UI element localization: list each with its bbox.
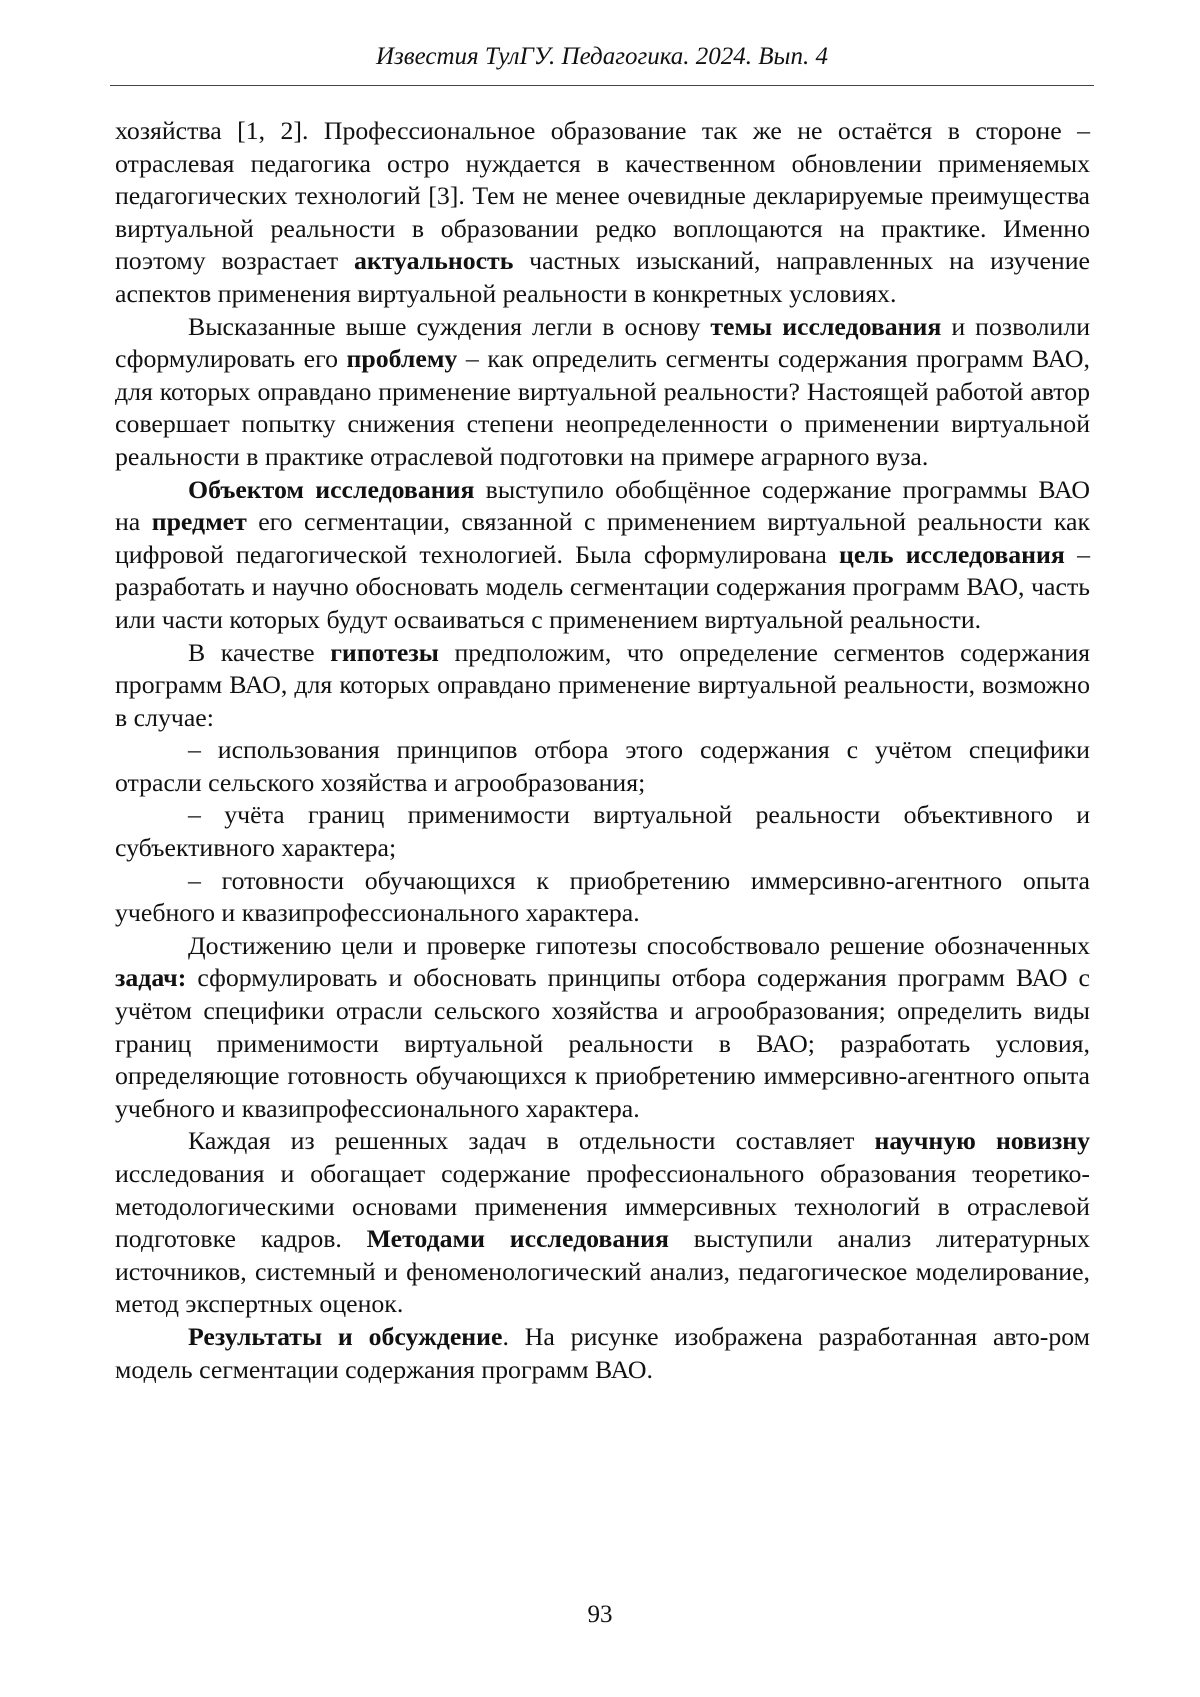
paragraph-text: Каждая из решенных задач в отдельности составляет (188, 1126, 874, 1155)
paragraph-novelty (115, 1125, 1090, 1321)
article-body (115, 115, 1090, 1386)
list-item: – готовности обучающихся к приобретению иммерсивно-агентного опыта учебного и квазипрофессионального характера. (115, 865, 1090, 930)
term-novelty: научную новизну (874, 1126, 1090, 1155)
paragraph-text: Достижению цели и проверке гипотезы способствовало решение обозначенных (188, 931, 1090, 960)
running-header: Известия ТулГУ. Педагогика. 2024. Вып. 4 (110, 42, 1094, 72)
paragraph-text: . На рисунке изображена разработанная авто-ром модель сегментации содержания программ ВАО. (115, 1322, 1090, 1384)
term-methods: Методами исследования (367, 1224, 669, 1253)
paragraph-text: – как определить сегменты содержания программ ВАО, для которых оправдано применение виртуальной реальности? Настоящей работой автор совершает попытку снижения степени неопределенности о применении виртуальной реальности в практике отраслевой подготовки на примере аграрного вуза. (115, 344, 1090, 471)
paragraph-tasks (115, 930, 1090, 1126)
paragraph-text: и позволили сформулировать его (115, 312, 1090, 374)
paragraph-text: выступило обобщённое содержание программы ВАО на (115, 475, 1090, 537)
paragraph-text: частных изысканий, направленных на изучение аспектов применения виртуальной реальности в конкретных условиях. (115, 246, 1090, 308)
paragraph-text: исследования и обогащает содержание профессионального образования теоретико-методологическими основами применения иммерсивных технологий в отраслевой подготовке кадров. (115, 1159, 1090, 1253)
paragraph-text: – разработать и научно обосновать модель сегментации содержания программ ВАО, часть или части которых будут осваиваться с применением виртуальной реальности. (115, 540, 1090, 634)
list-item: – использования принципов отбора этого содержания с учётом специфики отрасли сельского хозяйства и агрообразования; (115, 734, 1090, 799)
list-item: – учёта границ применимости виртуальной реальности объективного и субъективного характера; (115, 799, 1090, 864)
term-object: Объектом исследования (188, 475, 474, 504)
paragraph-object (115, 474, 1090, 637)
paragraph-text: выступили анализ литературных источников, системный и феноменологический анализ, педагогическое моделирование, метод экспертных оценок. (115, 1224, 1090, 1318)
term-problem: проблему (347, 344, 458, 373)
term-relevance: актуальность (354, 246, 513, 275)
paragraph-relevance (115, 115, 1090, 311)
paragraph-text: его сегментации, связанной с применением виртуальной реальности как цифровой педагогической технологией. Была сформулирована (115, 507, 1090, 569)
term-tasks: задач: (115, 963, 186, 992)
term-goal: цель исследования (839, 540, 1065, 569)
term-results: Результаты и обсуждение (188, 1322, 502, 1351)
paragraph-text: сформулировать и обосновать принципы отбора содержания программ ВАО с учётом специфики отрасли сельского хозяйства и агрообразования; определить виды границ применимости виртуальной реальности в ВАО; разработать условия, определяющие готовность обучающихся к приобретению иммерсивно-агентного опыта учебного и квазипрофессионального характера. (115, 963, 1090, 1122)
paragraph-text: хозяйства [1, 2]. Профессиональное образование так же не остаётся в стороне – отраслевая педагогика остро нуждается в качественном обновлении применяемых педагогических технологий [3]. Тем не менее очевидные декларируемые преимущества виртуальной реальности в образовании редко воплощаются на практике. Именно поэтому возрастает (115, 116, 1090, 275)
paragraph-hypothesis (115, 637, 1090, 735)
header-rule (110, 85, 1094, 86)
paragraph-text: В качестве (188, 638, 330, 667)
term-research-topic: темы исследования (710, 312, 941, 341)
paragraph-text: предположим, что определение сегментов содержания программ ВАО, для которых оправдано применение виртуальной реальности, возможно в случае: (115, 638, 1090, 732)
paragraph-results (115, 1321, 1090, 1386)
paragraph-problem (115, 311, 1090, 474)
paragraph-text: Высказанные выше суждения легли в основу (188, 312, 710, 341)
page-number: 93 (0, 1600, 1200, 1630)
term-hypothesis: гипотезы (330, 638, 439, 667)
term-subject: предмет (152, 507, 247, 536)
